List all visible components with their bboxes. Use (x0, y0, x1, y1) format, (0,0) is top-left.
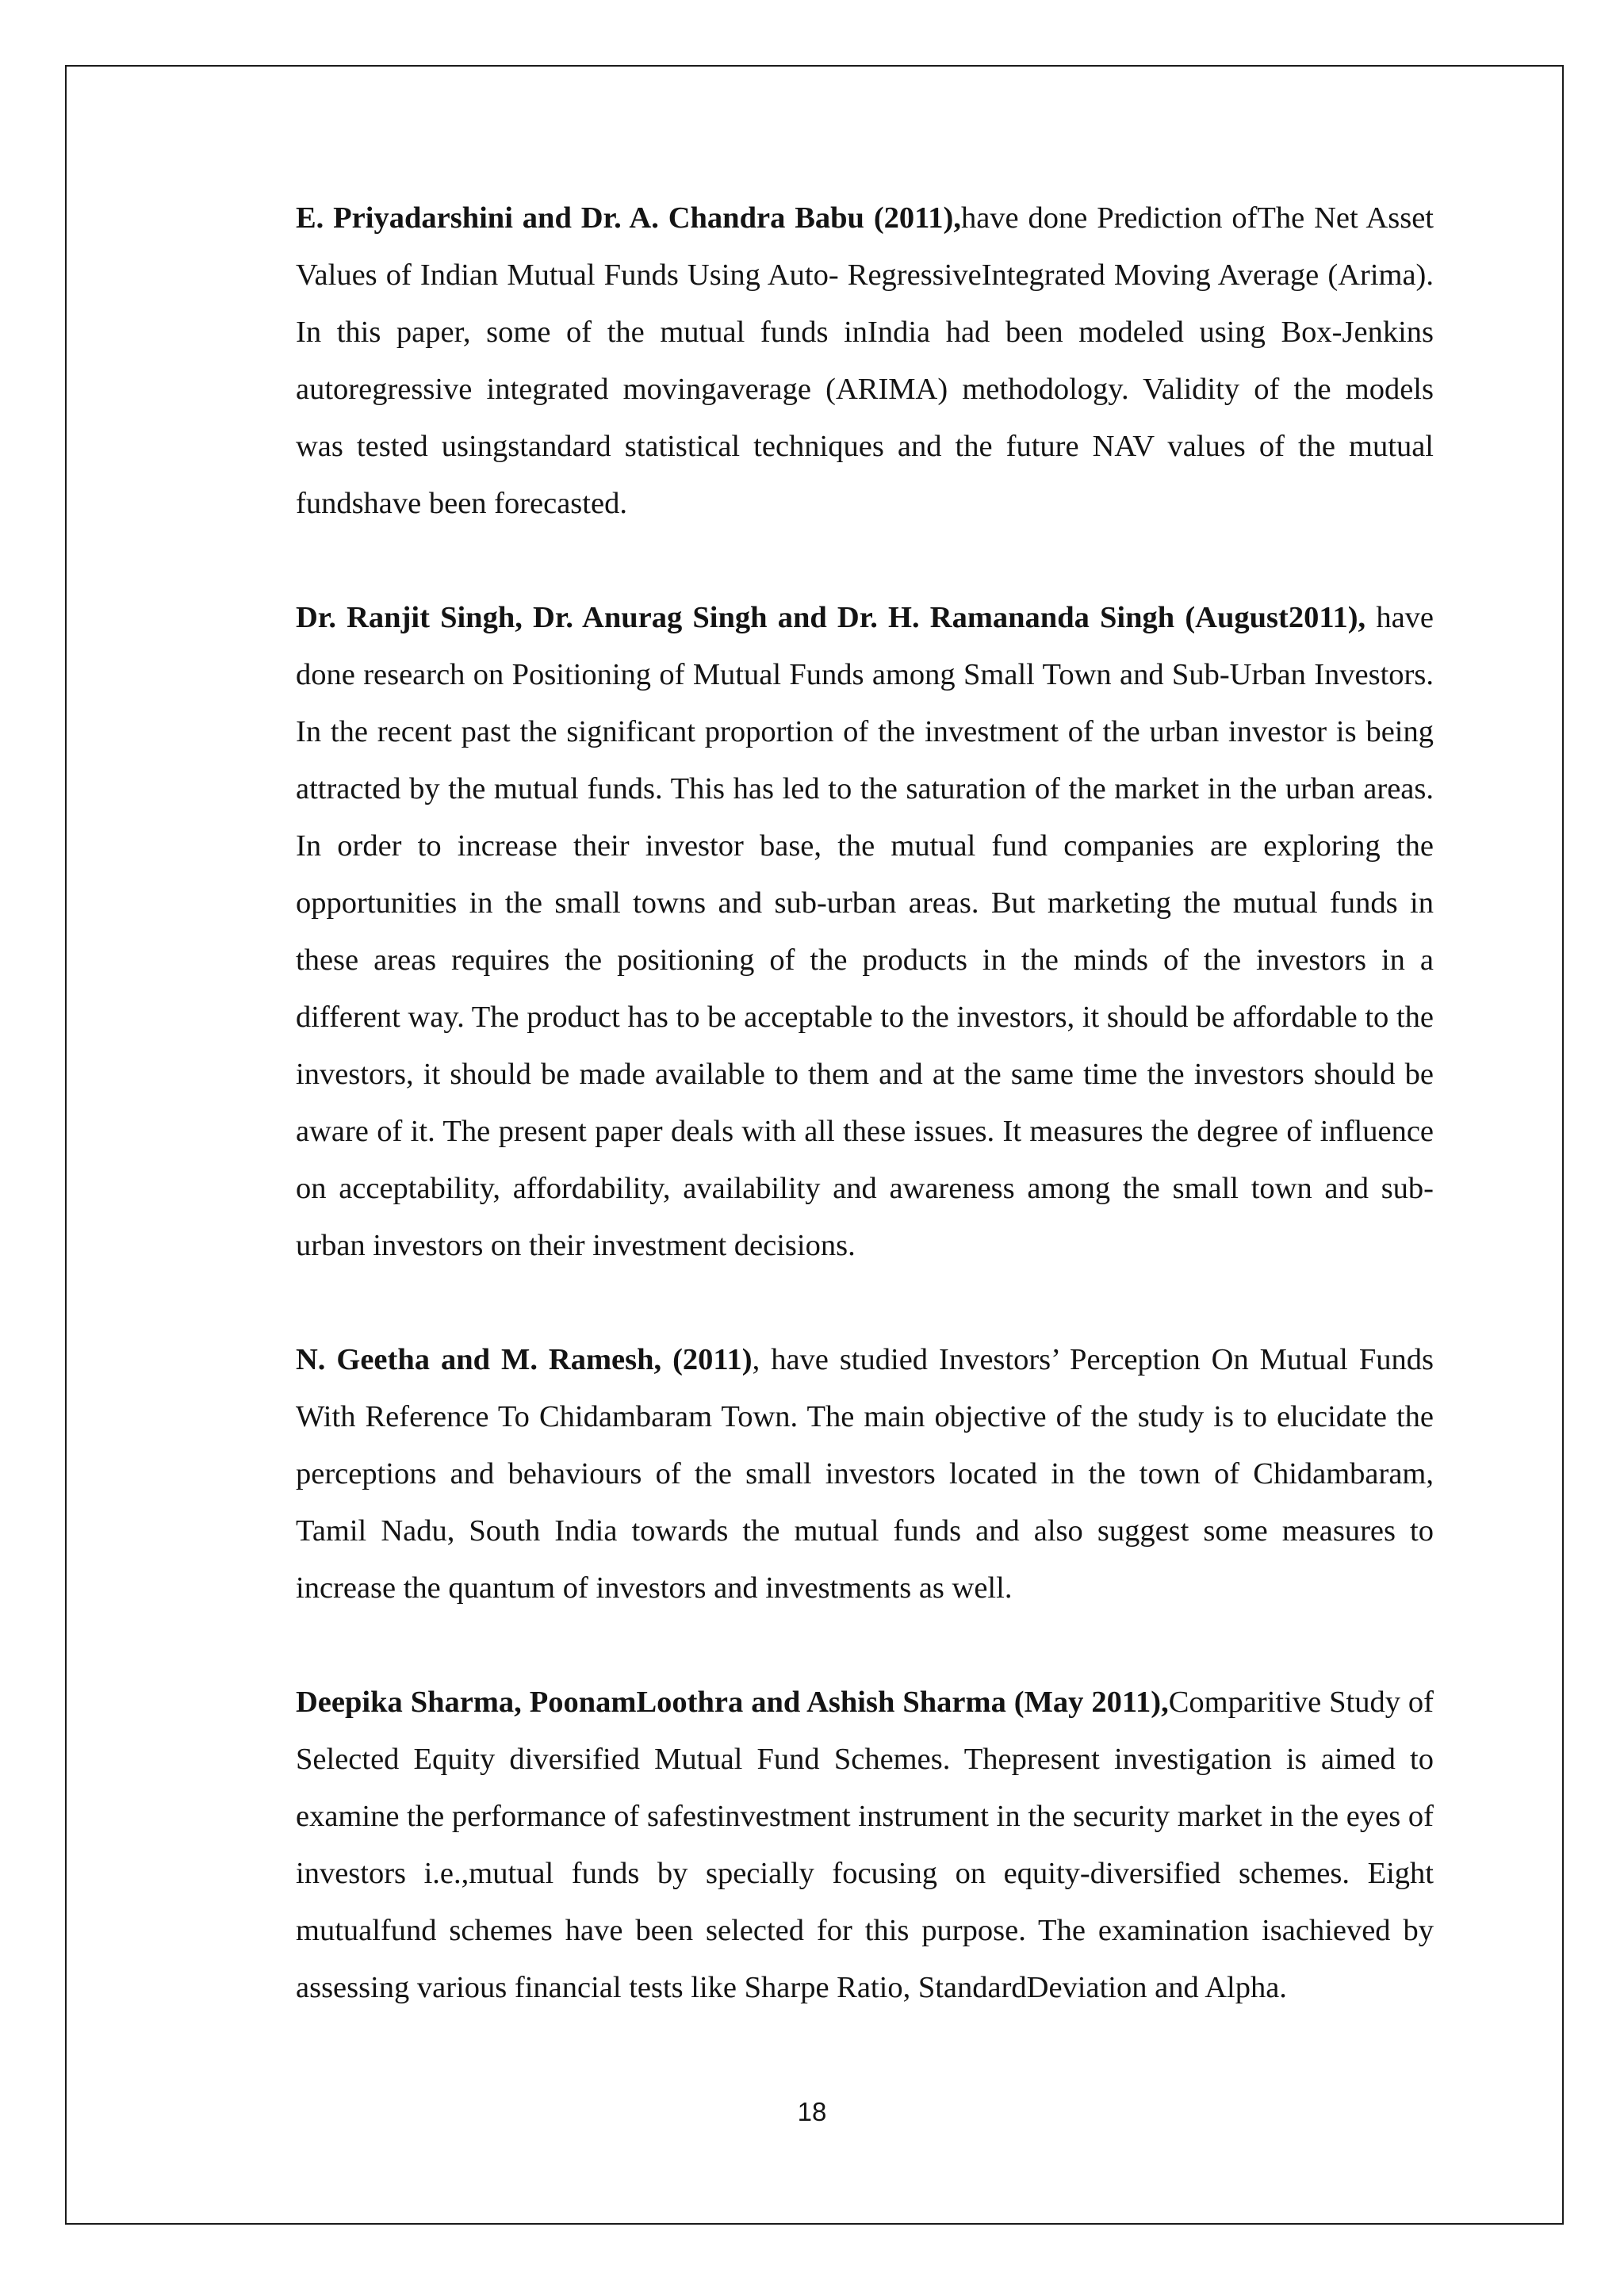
paragraph-text: , have studied Investors’ Perception On Mutual Funds With Reference To Chidambaram Town. The main objective of the study is to elucidate the perceptions and behaviours of the small investors located in the town of Chidambaram, Tamil Nadu, South India towards the mutual funds and also suggest some measures to increase the quantum of investors and investments as well. (296, 1343, 1434, 1605)
paragraph-deepika-sharma (296, 1674, 1434, 2016)
paragraph-authors: N. Geetha and M. Ramesh, (2011) (296, 1343, 753, 1376)
paragraph-ranjit-singh (296, 589, 1434, 1274)
paragraph-text: Comparitive Study of Selected Equity diversified Mutual Fund Schemes. Thepresent investigation is aimed to examine the performance of safestinvestment instrument in the security market in the eyes of investors i.e.,mutual funds by specially focusing on equity-diversified schemes. Eight mutualfund schemes have been selected for this purpose. The examination isachieved by assessing various financial tests like Sharpe Ratio, StandardDeviation and Alpha. (296, 1686, 1434, 2004)
paragraph-geetha (296, 1331, 1434, 1617)
page-number: 18 (797, 2097, 827, 2126)
paragraph-authors: Dr. Ranjit Singh, Dr. Anurag Singh and Dr. H. Ramananda Singh (August2011), (296, 601, 1366, 634)
paragraph-authors: Deepika Sharma, PoonamLoothra and Ashish Sharma (May 2011), (296, 1686, 1169, 1719)
paragraph-authors: E. Priyadarshini and Dr. A. Chandra Babu (2011), (296, 201, 961, 235)
paragraph-text: have done Prediction ofThe Net Asset Values of Indian Mutual Funds Using Auto- RegressiveIntegrated Moving Average (Arima). In this paper, some of the mutual funds inIndia had been modeled using Box-Jenkins autoregressive integrated movingaverage (ARIMA) methodology. Validity of the models was tested usingstandard statistical techniques and the future NAV values of the mutual fundshave been forecasted. (296, 201, 1434, 520)
document-body (296, 189, 1434, 2016)
paragraph-text: have done research on Positioning of Mutual Funds among Small Town and Sub-Urban Investors. In the recent past the significant proportion of the investment of the urban investor is being attracted by the mutual funds. This has led to the saturation of the market in the urban areas. In order to increase their investor base, the mutual fund companies are exploring the opportunities in the small towns and sub-urban areas. But marketing the mutual funds in these areas requires the positioning of the products in the minds of the investors in a different way. The product has to be acceptable to the investors, it should be affordable to the investors, it should be made available to them and at the same time the investors should be aware of it. The present paper deals with all these issues. It measures the degree of influence on acceptability, affordability, availability and awareness among the small town and sub-urban investors on their investment decisions. (296, 601, 1434, 1262)
paragraph-priyadarshini (296, 189, 1434, 532)
